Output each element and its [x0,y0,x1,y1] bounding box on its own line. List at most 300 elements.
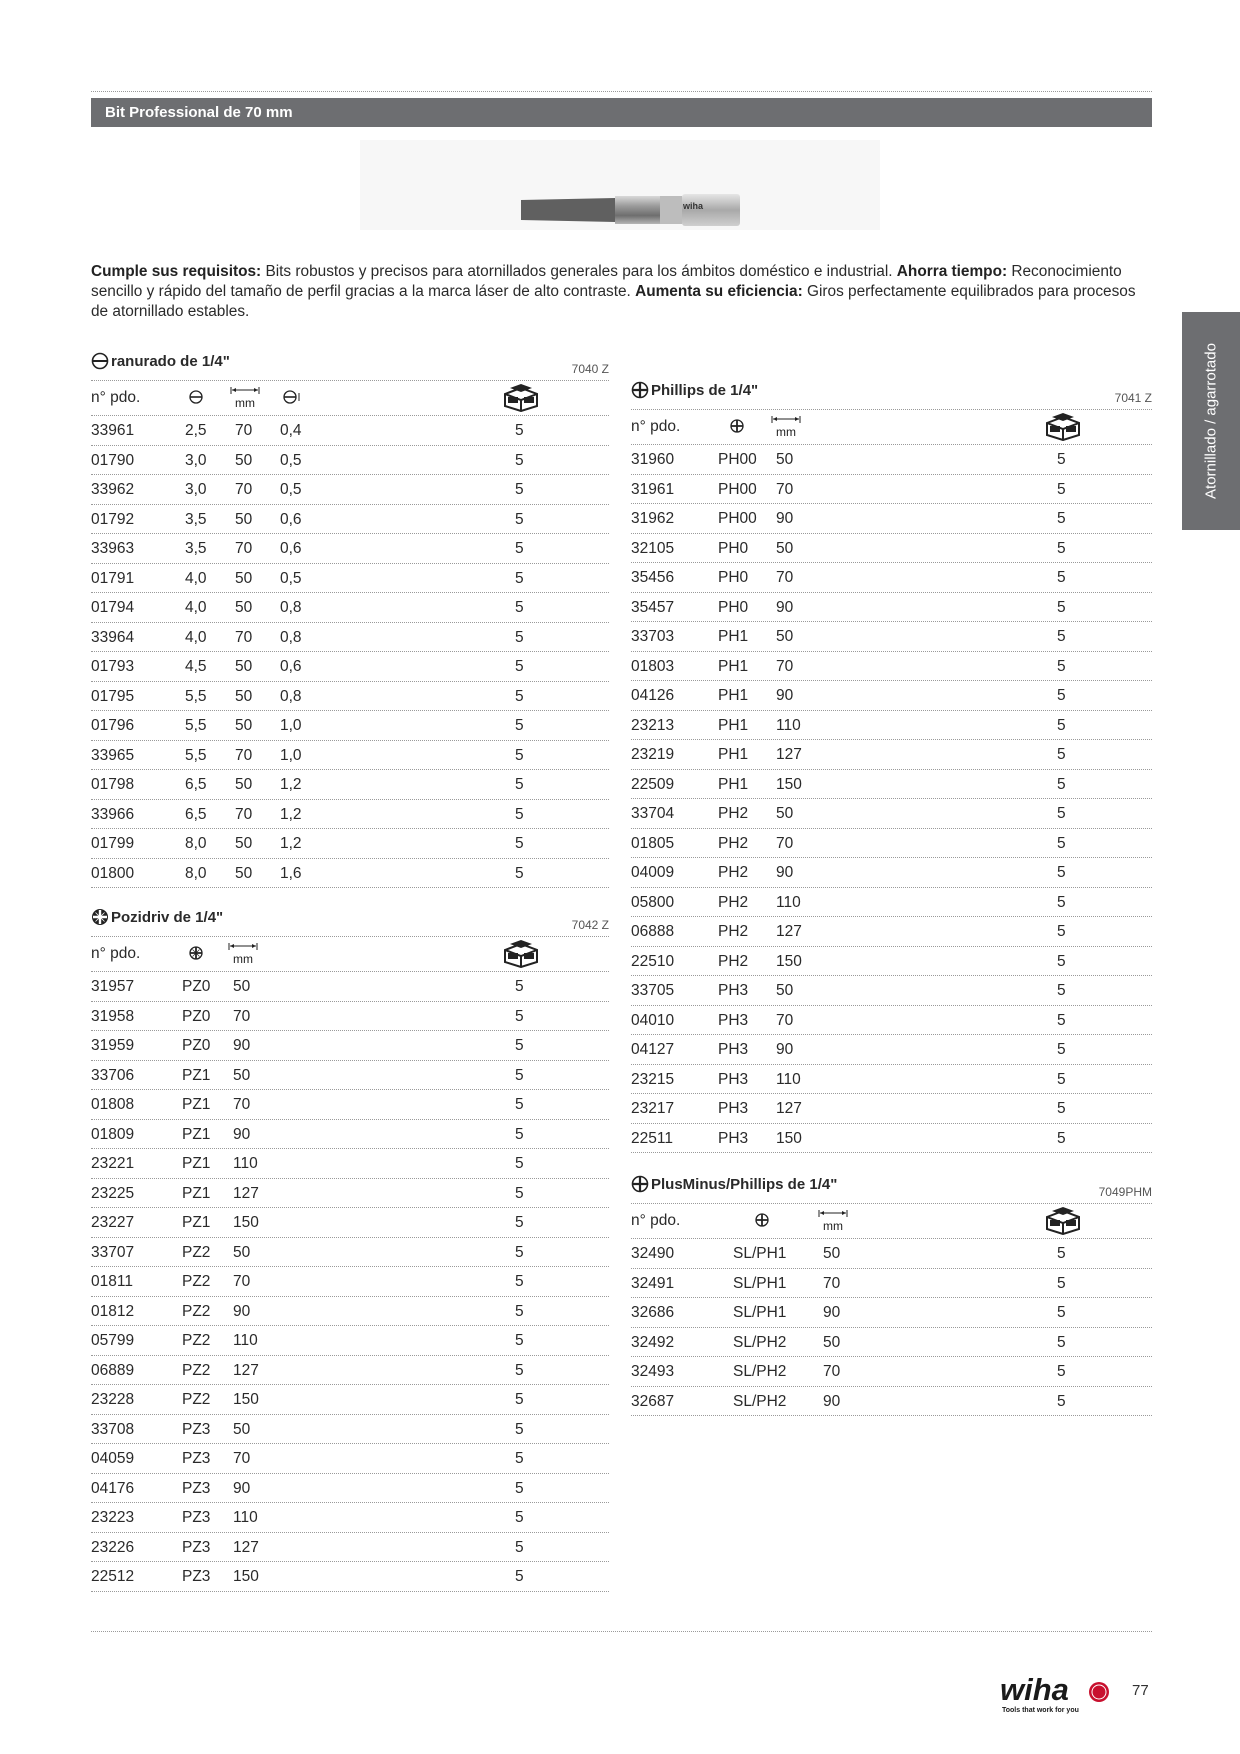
item-number-cell: 31957 [91,978,135,995]
blade-width-cell: 5,5 [185,746,207,764]
size-cell: PZ1 [182,1184,211,1202]
blade-thickness-cell: 0,5 [280,569,302,587]
blade-thickness-cell: 1,0 [280,746,302,764]
size-cell: PH2 [718,805,749,822]
size-cell: PZ2 [182,1243,211,1261]
size-cell: PZ2 [182,1332,211,1349]
pack-qty-cell: 5 [515,1243,524,1261]
blade-width-cell: 3,0 [185,481,207,498]
item-number-cell: 01803 [631,657,675,675]
pack-qty-cell: 5 [515,1538,524,1556]
item-number-cell: 04176 [91,1479,135,1497]
length-cell: 150 [233,1568,259,1585]
length-cell: 150 [776,775,802,793]
size-cell: SL/PH2 [733,1392,787,1410]
pack-qty-cell: 5 [515,658,524,675]
table-row [631,534,1152,564]
blade-width-cell: 4,0 [185,569,207,587]
pack-qty-cell: 5 [515,1332,524,1349]
size-cell: PZ1 [182,1125,211,1143]
table-row [91,1474,609,1504]
pack-qty-cell: 5 [515,422,524,439]
item-number-cell: 01805 [631,834,675,852]
length-cell: 50 [233,978,251,995]
item-number-cell: 01812 [91,1302,135,1320]
pack-qty-cell: 5 [1057,864,1066,881]
blade-width-icon [189,390,203,404]
pack-qty-cell: 5 [1057,628,1066,645]
item-number-cell: 23219 [631,746,675,763]
item-number-cell: 23228 [91,1391,135,1408]
size-cell: PH1 [718,746,749,763]
size-cell: PZ2 [182,1361,211,1379]
wiha-logo [1000,1672,1115,1716]
table-row [91,564,609,594]
length-cell: 90 [776,510,794,527]
length-cell: 110 [776,1070,801,1088]
phillips-section [631,381,1152,1153]
size-cell: PZ1 [182,1155,211,1172]
plusminus-header-row [631,1203,1152,1239]
blade-width-cell: 4,0 [185,628,207,646]
length-cell: 90 [776,687,794,704]
blade-width-cell: 4,5 [185,658,207,675]
table-row [631,681,1152,711]
pozidriv-size-icon [189,946,203,960]
item-number-cell: 01793 [91,658,135,675]
table-row [631,622,1152,652]
item-number-cell: 33706 [91,1066,135,1084]
table-row [631,1035,1152,1065]
table-row [631,888,1152,918]
pack-qty-cell: 5 [515,776,524,793]
size-cell: PZ2 [182,1273,211,1290]
item-number-cell: 06889 [91,1361,135,1379]
pack-qty-cell: 5 [515,1450,524,1467]
blade-width-cell: 4,0 [185,599,207,616]
item-number-cell: 01800 [91,864,135,882]
pack-qty-cell: 5 [1057,982,1066,999]
pack-qty-cell: 5 [515,1302,524,1320]
table-row [631,563,1152,593]
pack-qty-cell: 5 [515,540,524,557]
length-cell: 70 [235,540,253,557]
pack-qty-cell: 5 [515,1184,524,1202]
table-row [91,1356,609,1386]
item-number-cell: 33707 [91,1243,135,1261]
size-cell: PZ3 [182,1509,211,1526]
length-cell: 70 [823,1363,841,1380]
length-cell: 90 [823,1304,841,1321]
length-cell: 110 [233,1509,258,1526]
pack-qty-icon [1044,413,1082,446]
size-cell: PH00 [718,451,757,468]
table-row [631,1124,1152,1154]
pack-qty-cell: 5 [1057,716,1066,734]
pack-qty-cell: 5 [1057,1041,1066,1058]
pozidriv-title: Pozidriv de 1/4" [111,908,224,926]
item-number-cell: 06888 [631,923,675,940]
size-cell: PZ0 [182,1007,211,1025]
size-cell: PZ3 [182,1420,211,1438]
length-cell: 70 [235,628,253,646]
item-number-cell: 35457 [631,598,675,616]
length-icon [229,385,261,416]
item-number-cell: 35456 [631,569,675,586]
pack-qty-cell: 5 [1057,834,1066,852]
slotted-profile-icon [91,352,109,370]
length-cell: 50 [233,1420,251,1438]
table-row [91,1533,609,1563]
pack-qty-cell: 5 [515,1509,524,1526]
length-cell: 70 [233,1007,251,1025]
length-cell: 50 [235,658,253,675]
item-number-cell: 01794 [91,599,135,616]
size-cell: PZ0 [182,978,211,995]
pack-qty-cell: 5 [1057,1304,1066,1321]
size-cell: SL/PH1 [733,1274,787,1292]
table-row [631,711,1152,741]
table-row [631,1006,1152,1036]
length-cell: 90 [776,598,794,616]
length-cell: 90 [233,1479,251,1497]
length-cell: 110 [776,893,801,911]
size-cell: PH3 [718,1011,749,1029]
size-cell: PH3 [718,1070,749,1088]
length-cell: 50 [235,510,253,528]
blade-thickness-cell: 1,2 [280,835,302,852]
pack-qty-cell: 5 [1057,1011,1066,1029]
item-number-cell: 31960 [631,451,675,468]
item-number-cell: 22512 [91,1568,135,1585]
table-row [91,1061,609,1091]
length-cell: 70 [233,1450,251,1467]
blade-thickness-cell: 0,5 [280,481,302,498]
size-cell: PH3 [718,1100,749,1117]
item-number-cell: 01796 [91,717,135,734]
item-number-cell: 04010 [631,1011,675,1029]
desc-text-2: Reconocimiento sencillo y rápido del tamaño de perfil gracias a la marca láser de alto contraste. [91,263,1122,300]
blade-thickness-cell: 0,6 [280,658,302,675]
table-row [91,505,609,535]
size-cell: PZ3 [182,1479,211,1497]
item-number-cell: 23215 [631,1070,675,1088]
item-number-cell: 23213 [631,716,675,734]
blade-width-cell: 5,5 [185,687,207,705]
length-cell: 70 [776,1011,794,1029]
length-icon [817,1208,849,1239]
size-cell: PH3 [718,1129,749,1147]
size-cell: PH00 [718,510,757,527]
bit-product-image [360,140,880,230]
table-row [91,829,609,859]
pack-qty-cell: 5 [1057,1070,1066,1088]
item-number-cell: 01799 [91,835,135,852]
size-cell: PZ2 [182,1391,211,1408]
side-tab[interactable] [1182,312,1240,530]
phillips-profile-icon [631,381,649,399]
desc-text-1: Bits robustos y precisos para atornillados generales para los ámbitos doméstico e industrial. [261,263,897,280]
table-row [91,741,609,771]
item-number-cell: 32686 [631,1304,675,1321]
blade-width-cell: 6,5 [185,805,207,823]
length-cell: 70 [776,569,794,586]
length-cell: 110 [776,716,801,734]
pack-qty-cell: 5 [1057,1100,1066,1117]
item-number-cell: 22511 [631,1129,673,1147]
item-number-cell: 33708 [91,1420,135,1438]
pack-qty-cell: 5 [515,510,524,528]
blade-thickness-cell: 0,6 [280,510,302,528]
pack-qty-cell: 5 [1057,451,1066,468]
pack-qty-cell: 5 [515,805,524,823]
table-row [91,682,609,712]
size-cell: SL/PH2 [733,1333,787,1351]
pack-qty-cell: 5 [1057,657,1066,675]
table-row [631,976,1152,1006]
size-cell: SL/PH1 [733,1245,787,1262]
desc-bold-1: Cumple sus requisitos: [91,263,262,280]
length-cell: 50 [776,451,794,468]
pack-qty-cell: 5 [515,1096,524,1113]
length-cell: 50 [776,539,794,557]
pack-qty-cell: 5 [1057,952,1066,970]
pack-qty-cell: 5 [1057,923,1066,940]
table-row [631,1298,1152,1328]
length-cell: 90 [233,1302,251,1320]
table-row [631,799,1152,829]
table-row [631,652,1152,682]
plusminus-title: PlusMinus/Phillips de 1/4" [651,1175,838,1193]
pack-qty-cell: 5 [1057,510,1066,527]
table-row [631,1387,1152,1417]
blade-thickness-cell: 0,6 [280,540,302,557]
length-cell: 110 [233,1332,258,1349]
item-number-cell: 05800 [631,893,675,911]
item-number-cell: 32492 [631,1333,675,1351]
length-cell: 70 [235,481,253,498]
item-number-cell: 01791 [91,569,135,587]
table-row [631,445,1152,475]
table-row [631,1328,1152,1358]
item-number-cell: 04127 [631,1041,675,1058]
side-tab-label: Atornillado / agarrotado [1202,343,1220,499]
length-cell: 70 [776,480,794,498]
table-row [91,623,609,653]
table-row [631,504,1152,534]
pack-qty-cell: 5 [1057,539,1066,557]
pack-qty-cell: 5 [1057,1392,1066,1410]
length-cell: 90 [823,1392,841,1410]
table-row [91,770,609,800]
slotted-code: 7040 Z [571,362,609,376]
pack-qty-cell: 5 [515,746,524,764]
table-row [631,1094,1152,1124]
table-row [91,1297,609,1327]
length-cell: 50 [233,1243,251,1261]
pack-qty-icon [502,384,540,417]
item-number-cell: 31961 [631,480,675,498]
item-number-cell: 31958 [91,1007,135,1025]
table-row [91,1326,609,1356]
length-cell: 70 [776,834,794,852]
slotted-title: ranurado de 1/4" [111,352,230,370]
svg-text:wiha: wiha [1000,1672,1069,1707]
item-number-cell: 33965 [91,746,135,764]
blade-width-cell: 3,0 [185,451,207,469]
size-cell: PH0 [718,539,749,557]
blade-thickness-icon [283,390,301,404]
table-row [91,1267,609,1297]
page-title: Bit Professional de 70 mm [105,104,293,121]
pack-qty-cell: 5 [1057,1129,1066,1147]
item-number-cell: 33962 [91,481,135,498]
blade-thickness-cell: 0,8 [280,628,302,646]
table-row [91,475,609,505]
desc-text-3: Giros perfectamente equilibrados para procesos de atornillado estables. [91,283,1136,320]
svg-text:mm: mm [776,425,796,439]
pozidriv-code: 7042 Z [571,918,609,932]
pack-qty-cell: 5 [515,864,524,882]
size-cell: PH0 [718,569,749,586]
page-number: 77 [1132,1682,1149,1699]
item-number-cell: 01811 [91,1273,133,1290]
svg-text:mm: mm [235,396,255,410]
table-row [631,593,1152,623]
item-number-cell: 04059 [91,1450,135,1467]
pack-qty-cell: 5 [515,1214,524,1231]
phillips-code: 7041 Z [1114,391,1152,405]
length-cell: 127 [233,1361,259,1379]
table-row [631,947,1152,977]
pack-qty-cell: 5 [1057,1245,1066,1262]
item-number-cell: 33964 [91,628,135,646]
length-cell: 70 [776,657,794,675]
length-cell: 50 [235,687,253,705]
length-cell: 50 [776,982,794,999]
length-cell: 90 [233,1037,251,1054]
table-row [91,446,609,476]
length-cell: 90 [776,1041,794,1058]
item-number-cell: 32105 [631,539,675,557]
size-cell: PH1 [718,716,749,734]
table-row [631,917,1152,947]
slotted-header-row [91,380,609,416]
table-row [91,1179,609,1209]
item-number-cell: 04126 [631,687,675,704]
blade-thickness-cell: 0,8 [280,599,302,616]
table-row [631,829,1152,859]
item-number-cell: 05799 [91,1332,135,1349]
pack-qty-cell: 5 [515,1420,524,1438]
size-cell: PZ3 [182,1450,211,1467]
size-cell: SL/PH2 [733,1363,787,1380]
size-cell: PZ3 [182,1568,211,1585]
table-row [631,858,1152,888]
length-cell: 70 [233,1273,251,1290]
size-cell: PZ1 [182,1214,211,1231]
pack-qty-cell: 5 [1057,1333,1066,1351]
length-cell: 50 [235,599,253,616]
table-row [631,1065,1152,1095]
length-cell: 127 [776,923,802,940]
length-cell: 50 [233,1066,251,1084]
pack-qty-cell: 5 [515,481,524,498]
pack-qty-cell: 5 [1057,687,1066,704]
length-cell: 50 [235,717,253,734]
size-cell: PH2 [718,923,749,940]
item-number-cell: 32491 [631,1274,675,1292]
item-number-cell: 23217 [631,1100,675,1117]
pack-qty-cell: 5 [1057,746,1066,763]
length-cell: 50 [235,776,253,793]
size-cell: PH3 [718,982,749,999]
length-cell: 127 [776,1100,802,1117]
table-row [91,1238,609,1268]
size-cell: PH00 [718,480,757,498]
item-number-cell: 23225 [91,1184,135,1202]
length-cell: 127 [233,1184,259,1202]
pack-qty-cell: 5 [1057,805,1066,822]
size-cell: PH1 [718,687,749,704]
length-cell: 150 [233,1391,259,1408]
size-cell: SL/PH1 [733,1304,787,1321]
length-cell: 50 [823,1245,841,1262]
pack-qty-cell: 5 [1057,1363,1066,1380]
table-row [91,1120,609,1150]
pack-qty-cell: 5 [515,599,524,616]
size-cell: PH2 [718,893,749,911]
plusminus-code: 7049PHM [1098,1185,1152,1199]
blade-thickness-cell: 0,8 [280,687,302,705]
pack-qty-cell: 5 [515,835,524,852]
table-row [91,593,609,623]
length-cell: 50 [235,864,253,882]
table-row [91,1415,609,1445]
plusminus-size-icon [755,1213,769,1227]
length-cell: 70 [235,805,253,823]
blade-thickness-cell: 1,2 [280,805,302,823]
pack-qty-cell: 5 [1057,480,1066,498]
item-number-cell: 23223 [91,1509,135,1526]
blade-width-cell: 3,5 [185,510,207,528]
size-cell: PH2 [718,952,749,970]
length-icon [770,414,802,445]
blade-width-cell: 2,5 [185,422,207,439]
svg-text:Tools that work for you: Tools that work for you [1002,1707,1079,1714]
blade-thickness-cell: 1,2 [280,776,302,793]
pack-qty-icon [502,940,540,973]
length-cell: 150 [233,1214,259,1231]
length-cell: 70 [235,746,253,764]
pozidriv-profile-icon [91,908,109,926]
pack-qty-cell: 5 [1057,569,1066,586]
item-number-cell: 01795 [91,687,135,705]
size-cell: PH2 [718,834,749,852]
length-cell: 127 [233,1538,259,1556]
item-number-cell: 33705 [631,982,675,999]
slotted-section [91,352,609,888]
blade-thickness-cell: 0,4 [280,422,302,439]
length-cell: 50 [235,835,253,852]
svg-text:mm: mm [823,1219,843,1233]
pack-qty-cell: 5 [515,1361,524,1379]
pack-qty-cell: 5 [515,1479,524,1497]
length-cell: 70 [233,1096,251,1113]
table-row [91,1002,609,1032]
desc-bold-2: Ahorra tiempo: [896,263,1008,280]
pack-qty-cell: 5 [1057,598,1066,616]
